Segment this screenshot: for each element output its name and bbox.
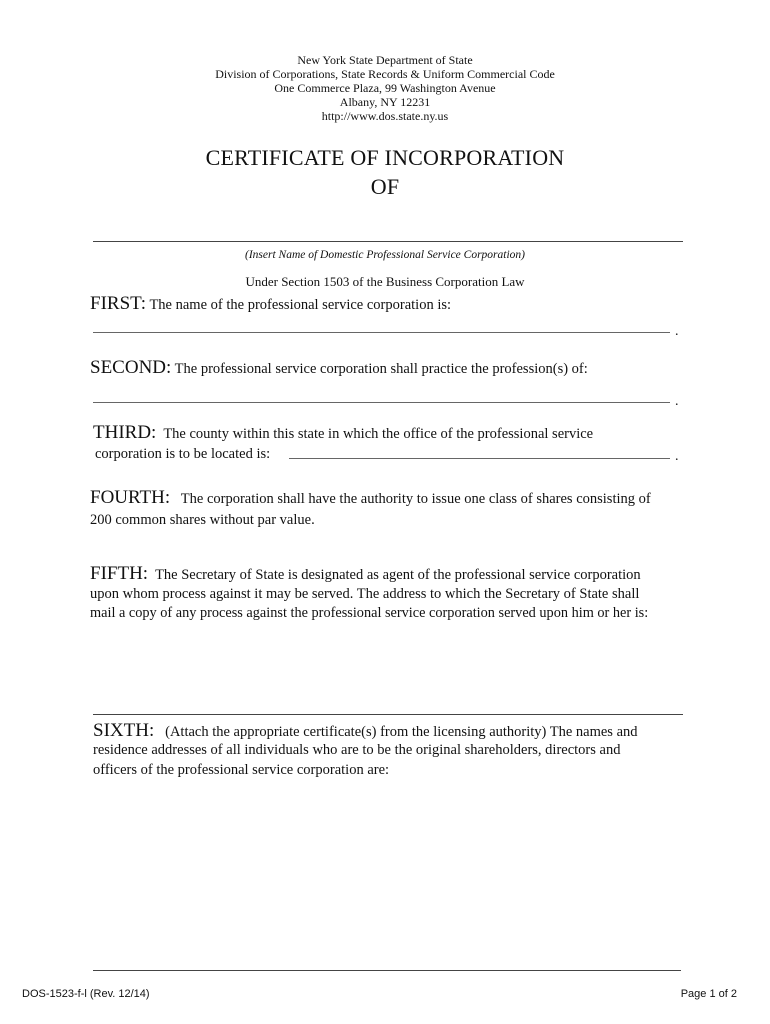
- form-identifier: DOS-1523-f-l (Rev. 12/14): [22, 988, 150, 1000]
- document-title: CERTIFICATE OF INCORPORATION: [205, 145, 565, 170]
- article-sixth-text-line2: residence addresses of all individuals who are to be the original shareholders, directors and: [93, 742, 621, 758]
- first-period: .: [675, 324, 679, 339]
- article-first-label: FIRST:: [90, 293, 147, 314]
- article-third-text: The county within this state in which the office of the professional service: [163, 426, 594, 442]
- corporation-name-line[interactable]: [93, 241, 683, 242]
- article-second: [90, 358, 588, 379]
- article-third-label: THIRD:: [93, 422, 157, 443]
- corporation-name-caption: (Insert Name of Domestic Professional Service Corporation): [244, 249, 525, 261]
- article-first-text: The name of the professional service corporation is:: [149, 297, 452, 313]
- article-fourth: [90, 488, 651, 509]
- article-sixth-label: SIXTH:: [93, 720, 155, 741]
- page-number: Page 1 of 2: [680, 988, 737, 1000]
- article-fifth-text: The Secretary of State is designated as agent of the professional service corporation: [155, 567, 641, 583]
- fifth-section-divider: [93, 714, 683, 715]
- article-fifth-label: FIFTH:: [90, 563, 149, 584]
- article-fourth-label: FOURTH:: [90, 487, 171, 508]
- article-fourth-text-line2: 200 common shares without par value.: [90, 512, 315, 528]
- article-sixth-text-line3: officers of the professional service corporation are:: [93, 762, 390, 778]
- first-answer-line[interactable]: [93, 332, 670, 333]
- document-title-of: OF: [370, 174, 400, 199]
- bottom-divider: [93, 970, 681, 971]
- header-address: One Commerce Plaza, 99 Washington Avenue: [274, 81, 496, 95]
- article-fifth: [90, 564, 641, 585]
- header-division: Division of Corporations, State Records & Uniform Commercial Code: [215, 67, 555, 81]
- header-department: New York State Department of State: [297, 53, 473, 67]
- article-fourth-text: The corporation shall have the authority to issue one class of shares consisting of: [180, 491, 651, 507]
- header-city: Albany, NY 12231: [339, 95, 431, 109]
- header-url: http://www.dos.state.ny.us: [321, 109, 449, 123]
- article-first: [90, 294, 451, 315]
- article-sixth-text: (Attach the appropriate certificate(s) from the licensing authority) The names and: [165, 724, 638, 740]
- third-period: .: [675, 449, 679, 464]
- article-fifth-text-line3: mail a copy of any process against the professional service corporation served upon him or her is:: [90, 605, 649, 621]
- second-period: .: [675, 394, 679, 409]
- second-answer-line[interactable]: [93, 402, 670, 403]
- article-third: [93, 423, 593, 444]
- article-second-text: The professional service corporation shall practice the profession(s) of:: [174, 361, 588, 377]
- article-sixth: [93, 721, 638, 742]
- article-fifth-text-line2: upon whom process against it may be served. The address to which the Secretary of State shall: [90, 586, 640, 602]
- county-answer-line[interactable]: [289, 458, 670, 459]
- article-third-text-line2: corporation is to be located is:: [95, 446, 271, 462]
- article-second-label: SECOND:: [90, 357, 172, 378]
- statutory-section: Under Section 1503 of the Business Corporation Law: [245, 274, 525, 289]
